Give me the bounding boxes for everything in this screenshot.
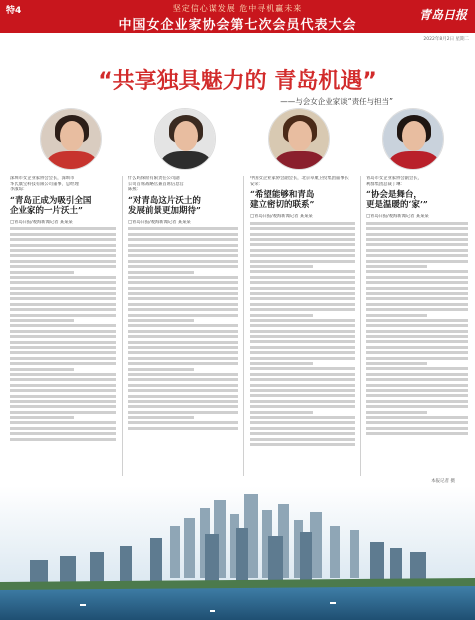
profile-quote-line: 建立密切的联系” (250, 200, 315, 210)
body-text-line (366, 314, 427, 317)
profile-intro-line: 利群集团总裁丁琳： (366, 181, 405, 187)
body-text-line (366, 292, 468, 295)
body-text-line (128, 341, 238, 344)
body-text-line (128, 427, 238, 430)
masthead (0, 0, 475, 33)
body-text-line (128, 303, 238, 306)
photo-credit: 本报记者 摄 (431, 479, 455, 484)
profile-quote-line: 企业家的一片沃土” (10, 205, 83, 216)
body-text-line (250, 314, 313, 317)
body-text-line (250, 276, 355, 279)
body-text-line (366, 233, 468, 236)
body-text-line (366, 330, 468, 333)
profile-intro-line: 李淑琼： (10, 187, 28, 192)
body-text-line (10, 271, 74, 274)
body-text-line (128, 373, 238, 376)
body-text-line (10, 384, 116, 387)
body-text-line (366, 351, 468, 354)
body-text-line (10, 265, 116, 268)
city-skyline-illustration (0, 486, 475, 620)
body-text-line (366, 357, 468, 360)
profile-intro-line: 安荣： (250, 181, 263, 187)
profile-quote-line: “协会是舞台， (366, 190, 422, 200)
body-text-line (250, 362, 313, 365)
body-text-line (128, 308, 238, 311)
byline: □青岛日报/观海新闻记者 某某某 (10, 219, 73, 225)
profile-quote (128, 196, 238, 216)
body-text-line (250, 416, 355, 419)
column-divider (243, 176, 244, 476)
city-skyline-photo (0, 486, 475, 620)
body-text-line (366, 260, 468, 263)
body-text-line (10, 297, 116, 300)
body-text-line (10, 368, 74, 371)
body-text-line (250, 319, 355, 322)
body-text-line (128, 421, 238, 424)
body-text-line (366, 238, 468, 241)
body-text-line (10, 303, 116, 306)
body-text-line (128, 389, 238, 392)
body-text-line (366, 432, 468, 435)
body-text-line (10, 260, 116, 263)
body-text-line (250, 292, 355, 295)
body-text-line (128, 227, 238, 230)
body-text-line (128, 249, 238, 252)
body-text-line (10, 324, 116, 327)
profile-quote-line: 更是温暖的‘家’” (366, 200, 428, 210)
body-text-line (10, 330, 116, 333)
body-text-line (128, 368, 194, 371)
body-text-line (250, 411, 313, 414)
profile-intro-line: 公司首席战略官兼首席信息官 (128, 181, 184, 187)
profile-quote (10, 196, 116, 216)
body-text-line (128, 351, 238, 354)
body-text-line (250, 254, 355, 257)
portrait-photo-4 (382, 108, 444, 170)
body-text-line (250, 249, 355, 252)
body-text-line (250, 346, 355, 349)
body-text-line (128, 271, 194, 274)
body-text-line (10, 432, 116, 435)
column-divider (122, 176, 123, 476)
body-text-line (366, 378, 468, 381)
body-text-line (128, 281, 238, 284)
body-text-line (128, 233, 238, 236)
body-text-line (10, 438, 116, 441)
body-text-line (250, 340, 355, 343)
body-text-line (250, 260, 355, 263)
body-text-line (366, 373, 468, 376)
body-text-line (366, 319, 468, 322)
body-text-line (10, 427, 116, 430)
body-text-line (10, 292, 116, 295)
body-text-line (128, 378, 238, 381)
body-text-line (366, 270, 468, 273)
body-text-line (366, 287, 468, 290)
body-text-line (128, 400, 238, 403)
profile-intro-line: 深圳市女企业家协会会长，深圳市 (10, 176, 75, 181)
body-text-line (10, 421, 116, 424)
body-text-line (250, 238, 355, 241)
column-divider (360, 176, 361, 476)
body-text-line (366, 281, 468, 284)
body-text-line (10, 373, 116, 376)
body-text-line (366, 324, 468, 327)
body-text-line (366, 405, 468, 408)
profile-intro-line: 什么吗保险有限责任公司副 (128, 176, 180, 181)
article-column-2 (128, 176, 238, 432)
body-text-line (250, 400, 355, 403)
profile-quote-line: “对青岛这片沃土的 (128, 195, 201, 206)
profile-intro-line: 中国女企业家协会副会长，北京卓航卫投集团董事长 (250, 176, 349, 181)
portrait-photo-1 (40, 108, 102, 170)
body-text-line (366, 416, 468, 419)
article-body-text (128, 227, 238, 429)
body-text-line (366, 427, 468, 430)
body-text-line (10, 249, 116, 252)
body-text-line (250, 427, 355, 430)
body-text-line (10, 362, 116, 365)
body-text-line (10, 335, 116, 338)
body-text-line (366, 254, 468, 257)
body-text-line (366, 394, 468, 397)
body-text-line (250, 265, 313, 268)
body-text-line (128, 238, 238, 241)
body-text-line (366, 265, 427, 268)
body-text-line (250, 330, 355, 333)
body-text-line (10, 416, 74, 419)
body-text-line (128, 276, 238, 279)
body-text-line (10, 244, 116, 247)
body-text-line (128, 362, 238, 365)
body-text-line (128, 330, 238, 333)
body-text-line (250, 373, 355, 376)
body-text-line (250, 335, 355, 338)
body-text-line (250, 281, 355, 284)
body-text-line (128, 244, 238, 247)
body-text-line (366, 367, 468, 370)
body-text-line (366, 222, 468, 225)
body-text-line (128, 287, 238, 290)
body-text-line (250, 227, 355, 230)
article-body-text (366, 222, 468, 435)
body-text-line (10, 227, 116, 230)
body-text-line (128, 254, 238, 257)
body-text-line (366, 362, 427, 365)
header-headline: 中国女企业家协会第七次会员代表大会 (118, 18, 357, 33)
body-text-line (250, 421, 355, 424)
body-text-line (250, 270, 355, 273)
body-text-line (10, 400, 116, 403)
body-text-line (10, 314, 116, 317)
body-text-line (128, 395, 238, 398)
body-text-line (10, 238, 116, 241)
body-text-line (366, 384, 468, 387)
body-text-line (128, 411, 238, 414)
body-text-line (128, 319, 194, 322)
body-text-line (366, 243, 468, 246)
body-text-line (366, 308, 468, 311)
page-number: 特4 (6, 6, 22, 16)
page-title: “共享独具魅力的 青岛机遇” (98, 69, 377, 94)
body-text-line (250, 297, 355, 300)
body-text-line (10, 233, 116, 236)
body-text-line (366, 276, 468, 279)
body-text-line (250, 303, 355, 306)
profile-intro-line: 陈燕： (128, 187, 141, 192)
profile-intro-line: 华氏康宝科技有限公司董事、总经理 (10, 181, 79, 187)
body-text-line (366, 249, 468, 252)
body-text-line (366, 340, 468, 343)
body-text-line (366, 421, 468, 424)
body-text-line (250, 394, 355, 397)
body-text-line (10, 357, 116, 360)
body-text-line (10, 405, 116, 408)
body-text-line (250, 443, 355, 446)
byline: □青岛日报/观海新闻记者 某某某 (366, 214, 429, 219)
body-text-line (10, 389, 116, 392)
body-text-line (250, 438, 355, 441)
body-text-line (10, 319, 74, 322)
body-text-line (250, 233, 355, 236)
body-text-line (128, 260, 238, 263)
body-text-line (250, 222, 355, 225)
body-text-line (366, 346, 468, 349)
body-text-line (250, 384, 355, 387)
body-text-line (250, 367, 355, 370)
body-text-line (366, 227, 468, 230)
body-text-line (10, 411, 116, 414)
body-text-line (10, 341, 116, 344)
body-text-line (10, 351, 116, 354)
body-text-line (128, 324, 238, 327)
body-text-line (250, 389, 355, 392)
body-text-line (128, 314, 238, 317)
body-text-line (10, 254, 116, 257)
body-text-line (128, 346, 238, 349)
body-text-line (128, 297, 238, 300)
body-text-line (128, 335, 238, 338)
dateline: 2022年8月2日 星期二 (423, 37, 469, 42)
body-text-line (128, 416, 194, 419)
byline: □青岛日报/观海新闻记者 某某某 (128, 219, 191, 225)
article-column-4 (366, 176, 468, 438)
page-subtitle: ——与会女企业家谈“责任与担当” (280, 97, 393, 106)
body-text-line (10, 287, 116, 290)
portrait-photo-3 (268, 108, 330, 170)
body-text-line (366, 389, 468, 392)
body-text-line (10, 276, 116, 279)
body-text-line (10, 346, 116, 349)
body-text-line (10, 281, 116, 284)
body-text-line (128, 292, 238, 295)
profile-quote (250, 190, 355, 210)
body-text-line (10, 308, 116, 311)
body-text-line (250, 405, 355, 408)
body-text-line (366, 411, 427, 414)
article-column-3 (250, 176, 355, 448)
body-text-line (250, 324, 355, 327)
body-text-line (128, 384, 238, 387)
body-text-line (366, 335, 468, 338)
profile-quote-line: “青岛正成为吸引全国 (10, 195, 92, 206)
body-text-line (250, 308, 355, 311)
article-column-1 (10, 176, 116, 443)
body-text-line (250, 351, 355, 354)
body-text-line (128, 265, 238, 268)
body-text-line (10, 395, 116, 398)
byline: □青岛日报/观海新闻记者 某某某 (250, 214, 313, 219)
body-text-line (10, 378, 116, 381)
body-text-line (366, 303, 468, 306)
article-body-text (10, 227, 116, 440)
body-text-line (128, 357, 238, 360)
body-text-line (250, 357, 355, 360)
profile-quote-line: “希望能够和青岛 (250, 190, 315, 200)
newspaper-logo: 青岛日报 (418, 8, 467, 22)
body-text-line (366, 297, 468, 300)
article-body-text (250, 222, 355, 446)
profile-intro-line: 青岛市女企业家协会副会长， (366, 176, 422, 181)
body-text-line (250, 378, 355, 381)
portrait-photo-2 (154, 108, 216, 170)
body-text-line (366, 400, 468, 403)
body-text-line (250, 287, 355, 290)
body-text-line (128, 405, 238, 408)
profile-quote-line: 发展前景更加期待” (128, 205, 201, 216)
body-text-line (250, 243, 355, 246)
body-text-line (250, 432, 355, 435)
header-motto: 坚定信心谋发展 危中寻机赢未来 (172, 4, 303, 13)
profile-quote (366, 190, 468, 210)
